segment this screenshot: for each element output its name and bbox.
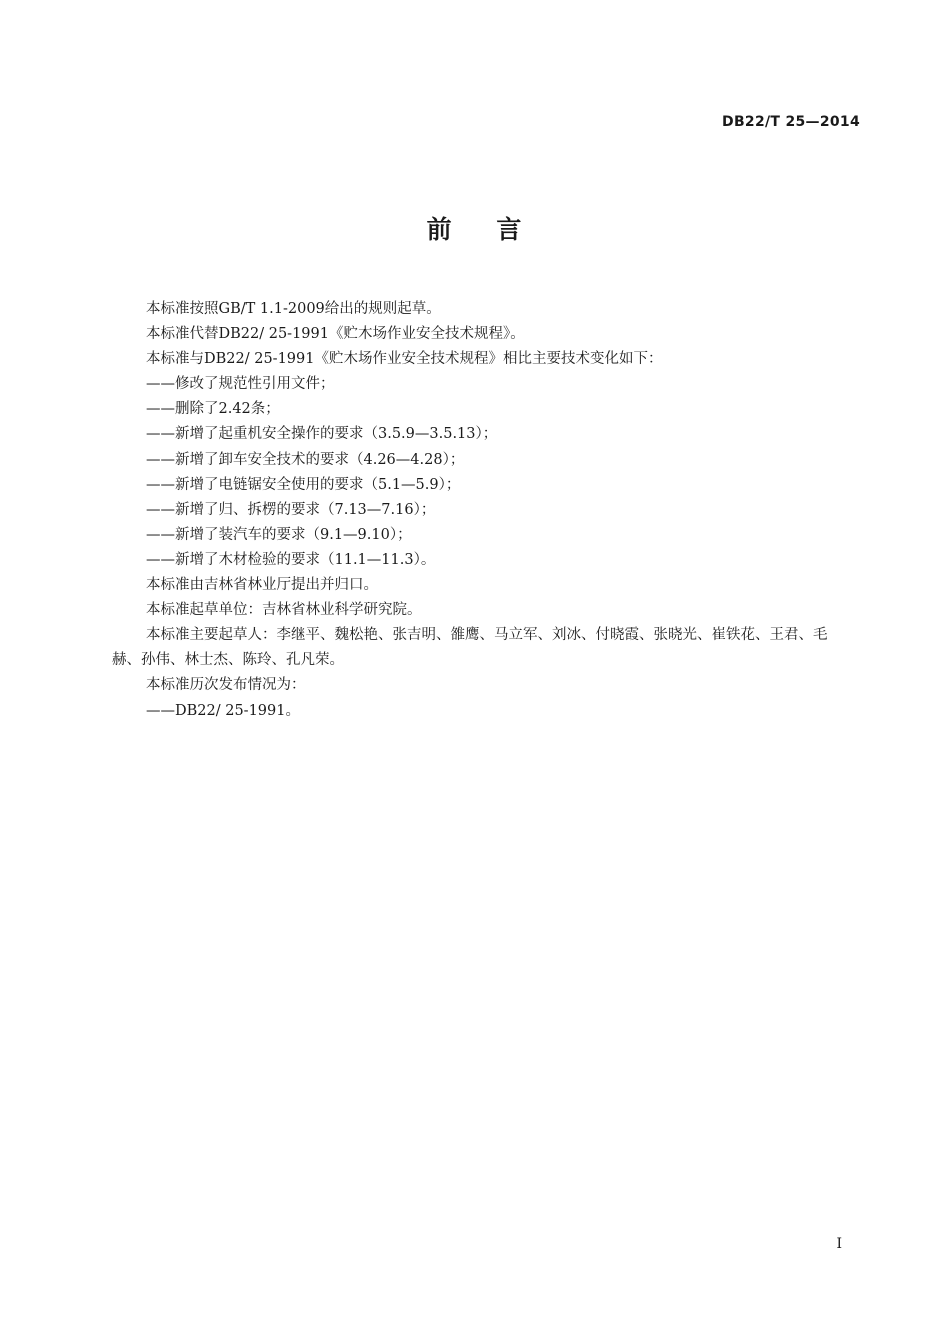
paragraph-history-intro: 本标准历次发布情况为： bbox=[146, 677, 306, 694]
change-item: ——新增了装汽车的要求（9.1—9.10）； bbox=[146, 526, 412, 543]
paragraph-drafting-unit: 本标准起草单位：吉林省林业科学研究院。 bbox=[146, 602, 422, 619]
history-item: ——DB22/ 25-1991。 bbox=[146, 702, 300, 719]
paragraph-changes-intro: 本标准与DB22/ 25-1991《贮木场作业安全技术规程》相比主要技术变化如下： bbox=[146, 351, 663, 368]
page-title: 前 言 bbox=[426, 215, 524, 244]
paragraph-proposer: 本标准由吉林省林业厅提出并归口。 bbox=[146, 577, 378, 594]
change-item: ——新增了木材检验的要求（11.1—11.3）。 bbox=[146, 551, 436, 568]
change-item: ——新增了归、拆楞的要求（7.13—7.16）； bbox=[146, 501, 436, 518]
paragraph-drafters: 本标准主要起草人：李继平、魏松艳、张吉明、雒鹰、马立军、刘冰、付晓霞、张晓光、崔铁花、王君、毛赫、孙伟、林士杰、陈玲、孔凡荣。 bbox=[112, 627, 828, 669]
change-item: ——新增了电链锯安全使用的要求（5.1—5.9）； bbox=[146, 476, 461, 493]
paragraph-drafting-rules: 本标准按照GB/T 1.1-2009给出的规则起草。 bbox=[146, 301, 441, 317]
page-number: I bbox=[836, 1236, 842, 1252]
change-item: ——修改了规范性引用文件； bbox=[146, 376, 335, 393]
change-item: ——新增了卸车安全技术的要求（4.26—4.28）； bbox=[146, 451, 465, 468]
change-item: ——新增了起重机安全操作的要求（3.5.9—3.5.13）； bbox=[146, 426, 498, 443]
document-code: DB22/T 25—2014 bbox=[722, 114, 860, 130]
foreword-body bbox=[112, 297, 852, 724]
change-item: ——删除了2.42条； bbox=[146, 401, 280, 418]
paragraph-replaces: 本标准代替DB22/ 25-1991《贮木场作业安全技术规程》。 bbox=[146, 326, 525, 343]
